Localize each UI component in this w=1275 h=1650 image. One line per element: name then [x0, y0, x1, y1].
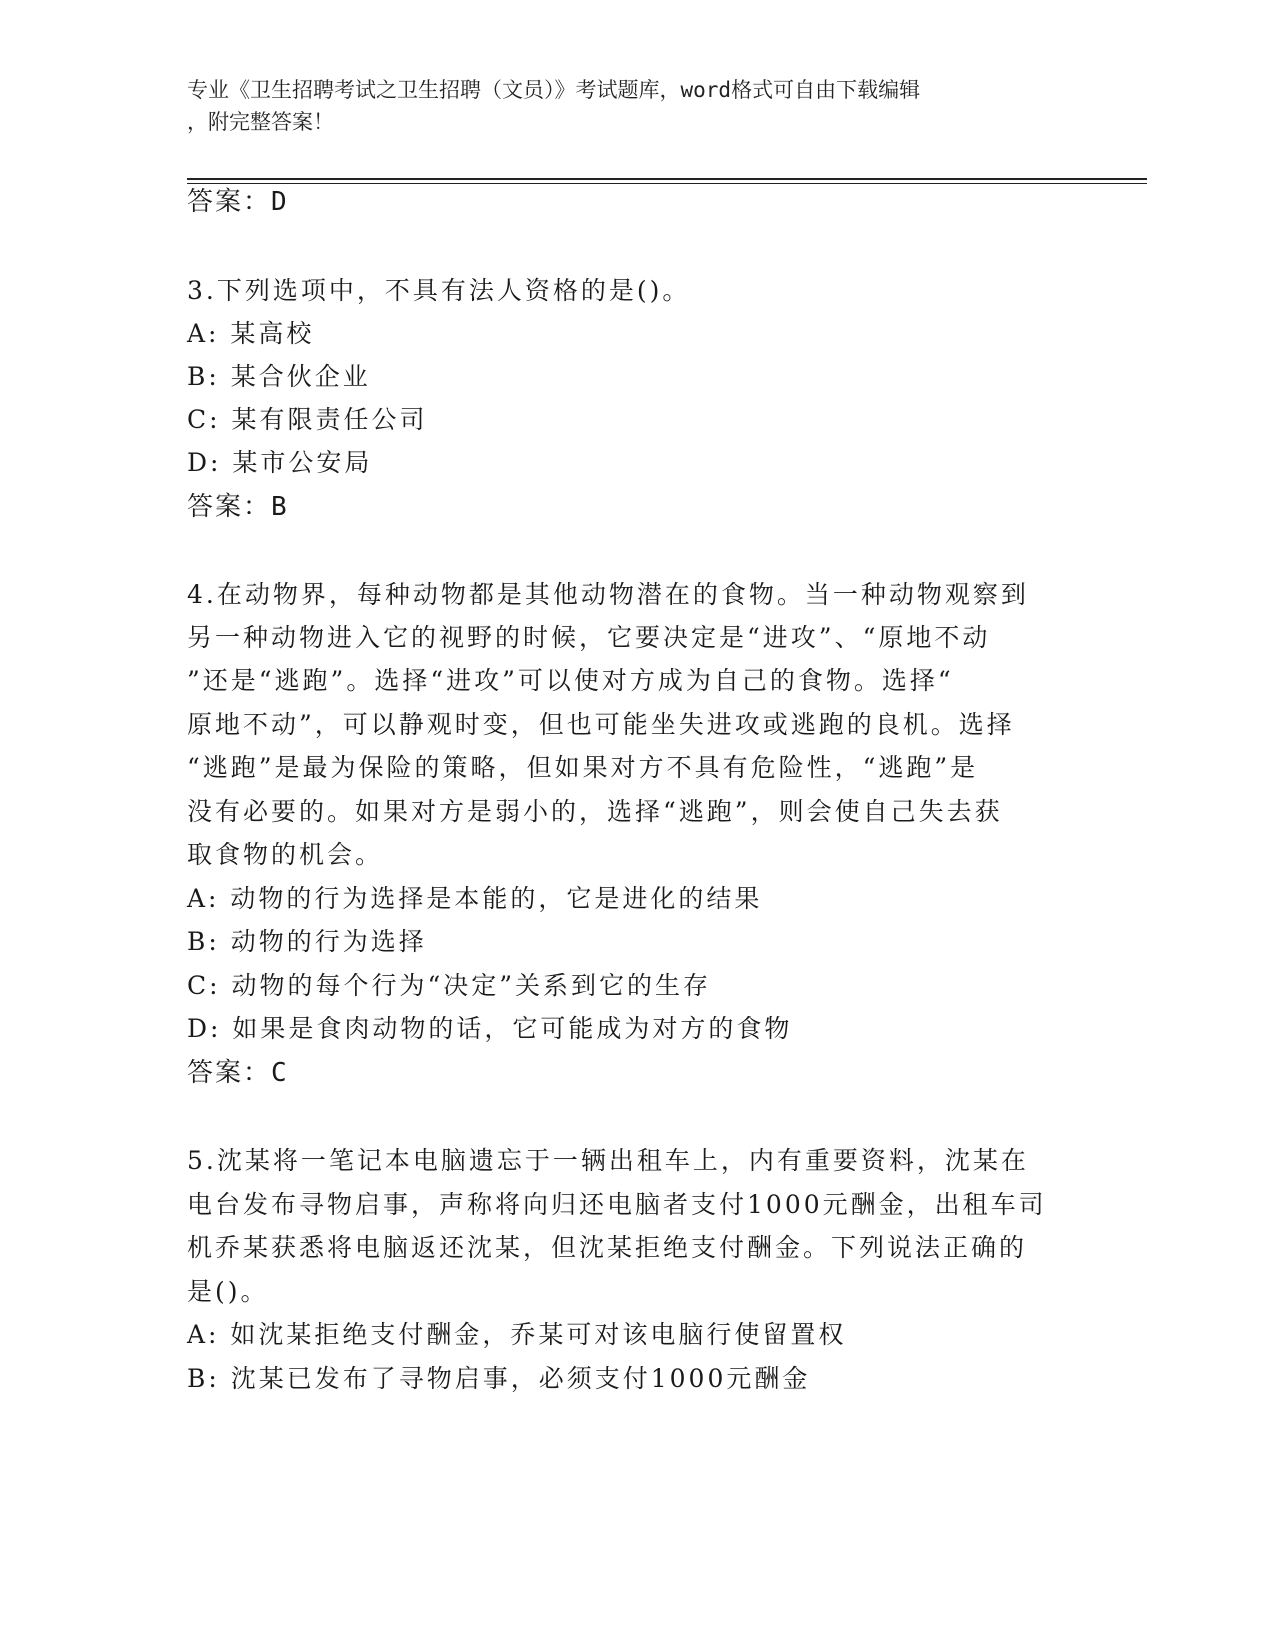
q4-option-d: D: 如果是食肉动物的话，它可能成为对方的食物 [187, 1014, 793, 1043]
q5-option-b: B: 沈某已发布了寻物启事，必须支付1000元酬金 [187, 1364, 811, 1393]
q3-answer [187, 490, 289, 524]
q3-option-d: D: 某市公安局 [187, 448, 373, 477]
answer-value: B [271, 492, 289, 522]
header-line-2: ，附完整答案！ [187, 110, 334, 134]
q5-stem-line: 电台发布寻物启事，声称将向归还电脑者支付1000元酬金，出租车司 [187, 1190, 1047, 1219]
q4-stem-line: ”还是“逃跑”。选择“进攻”可以使对方成为自己的食物。选择“ [187, 666, 954, 695]
header-divider-thick [187, 178, 1147, 180]
header-divider-thin [187, 183, 1147, 184]
q4-option-c: C: 动物的每个行为“决定”关系到它的生存 [187, 971, 712, 1000]
q3-option-a: A: 某高校 [187, 319, 315, 348]
answer-value: C [271, 1058, 289, 1088]
page-header [187, 74, 1067, 138]
q4-stem-line: 另一种动物进入它的视野的时候，它要决定是“进攻”、“原地不动 [187, 623, 991, 652]
q4-stem-line: 没有必要的。如果对方是弱小的，选择“逃跑”，则会使自己失去获 [187, 797, 1003, 826]
q4-stem-line: 取食物的机会。 [187, 840, 384, 869]
q5-stem-line: 5.沈某将一笔记本电脑遗忘于一辆出租车上，内有重要资料，沈某在 [187, 1146, 1029, 1175]
header-line-1: 专业《卫生招聘考试之卫生招聘（文员）》考试题库，word格式可自由下载编辑 [187, 78, 921, 102]
q5-stem-line: 是()。 [187, 1277, 269, 1306]
answer-label: 答案： [187, 1058, 272, 1088]
q2-answer [187, 185, 289, 219]
answer-value: D [271, 187, 289, 217]
q4-stem-line: “逃跑”是最为保险的策略，但如果对方不具有危险性，“逃跑”是 [187, 753, 979, 782]
answer-label: 答案： [187, 187, 272, 217]
q5-option-a: A: 如沈某拒绝支付酬金，乔某可对该电脑行使留置权 [187, 1320, 847, 1349]
q4-option-b: B: 动物的行为选择 [187, 927, 427, 956]
q5-stem-line: 机乔某获悉将电脑返还沈某，但沈某拒绝支付酬金。下列说法正确的 [187, 1233, 1028, 1262]
q4-stem-line: 原地不动”，可以静观时变，但也可能坐失进攻或逃跑的良机。选择 [187, 710, 1015, 739]
q3-option-c: C: 某有限责任公司 [187, 405, 428, 434]
q3-stem: 3.下列选项中，不具有法人资格的是()。 [187, 276, 691, 305]
q4-stem-line: 4.在动物界，每种动物都是其他动物潜在的食物。当一种动物观察到 [187, 580, 1029, 609]
q4-option-a: A: 动物的行为选择是本能的，它是进化的结果 [187, 884, 763, 913]
q3-option-b: B: 某合伙企业 [187, 362, 371, 391]
answer-label: 答案： [187, 492, 272, 522]
q4-answer [187, 1056, 289, 1090]
